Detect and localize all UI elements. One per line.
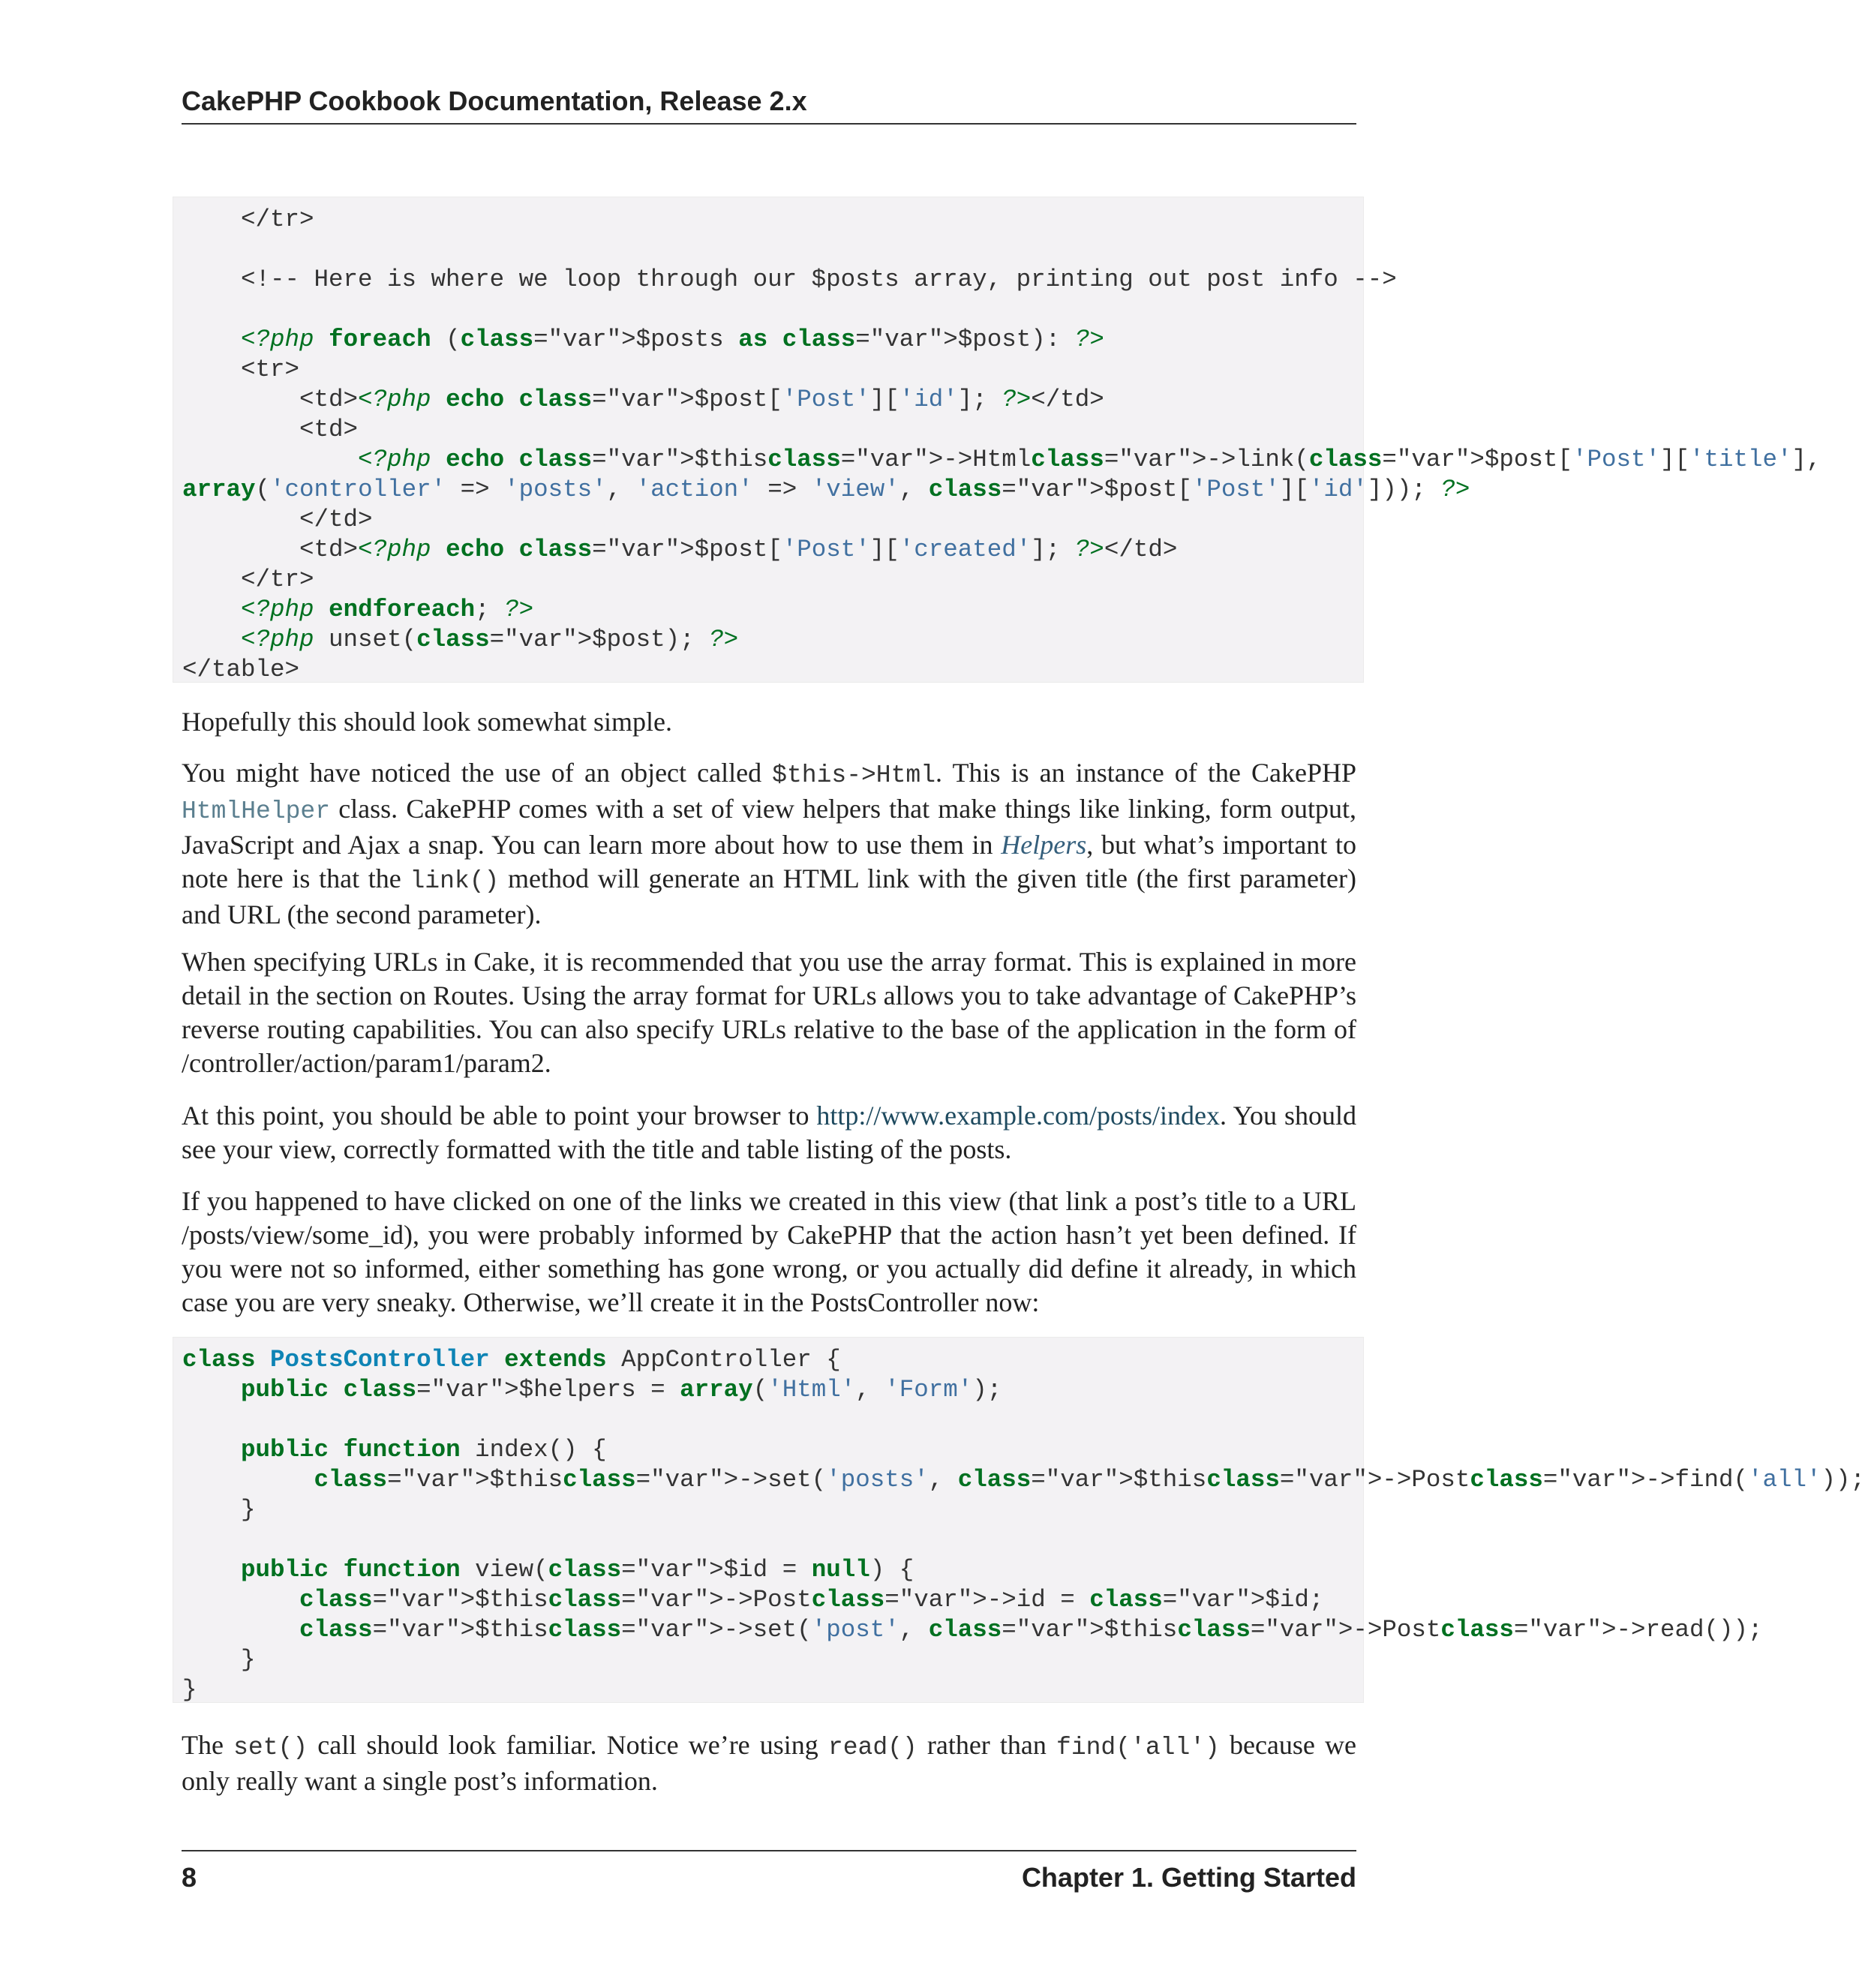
helpers-link[interactable]: Helpers [1001, 830, 1087, 860]
code-line: <?php endforeach; ?> [241, 596, 534, 623]
code-line: <?php echo class="var">$thisclass="var">->Htmlclass="var">->link(class="var">$post['Post']['title'], [358, 446, 1821, 473]
code-line: <td><?php echo class="var">$post['Post']['created']; ?></td> [182, 536, 1178, 563]
code-line: class PostsController extends AppController { [182, 1346, 841, 1374]
code-block-view-template [173, 197, 1821, 683]
htmlhelper-link[interactable]: HtmlHelper [182, 797, 331, 825]
paragraph-urls [182, 945, 1356, 1080]
code-block-posts-controller [173, 1337, 1865, 1704]
code-line: } [182, 1676, 197, 1704]
running-title: CakePHP Cookbook Documentation, Release 2.x [182, 86, 807, 116]
text-run: The [182, 1730, 234, 1760]
code-line: } [182, 1646, 256, 1674]
paragraph-set-read [182, 1728, 1356, 1798]
text-run: method will generate an HTML link with the given title (the first parameter) and URL (the second parameter). [182, 863, 1356, 929]
paragraph-browser [182, 1099, 1356, 1167]
chapter-title: Chapter 1. Getting Started [1021, 1862, 1356, 1893]
code-listing [182, 205, 1821, 685]
paragraph-links [182, 1185, 1356, 1320]
code-line: </tr> [182, 206, 314, 233]
text-run: class. CakePHP comes with a set of view helpers that make things like linking, form output, JavaScript and Ajax a snap. You can learn more about how to use them in [182, 794, 1356, 860]
code-line: <td><?php echo class="var">$post['Post']['id']; ?></td> [182, 386, 1104, 413]
code-line: <?php foreach (class="var">$posts as class="var">$post): ?> [241, 326, 1104, 353]
text-run: At this point, you should be able to point your browser to [182, 1101, 817, 1131]
text-run: . You should see your view, correctly formatted with the title and table listing of the posts. [182, 1101, 1356, 1164]
text-run: You might have noticed the use of an object called [182, 758, 773, 788]
code-line: } [182, 1496, 256, 1524]
page-header [182, 81, 1356, 125]
code-line: <?php unset(class="var">$post); ?> [241, 626, 739, 653]
code-line: <!-- Here is where we loop through our $posts array, printing out post info --> [182, 266, 1397, 293]
code-line: public function index() { [241, 1436, 607, 1464]
inline-code: link() [410, 867, 500, 895]
paragraph-text: Hopefully this should look somewhat simple. [182, 707, 672, 737]
code-line: </td> [182, 506, 373, 533]
code-line: public function view(class="var">$id = null) { [241, 1556, 914, 1584]
inline-code: set() [233, 1734, 308, 1761]
code-line: <tr> [182, 356, 300, 383]
paragraph-simple [182, 705, 1356, 739]
code-listing [182, 1345, 1865, 1705]
code-line: <td> [182, 416, 359, 443]
text-run: because we only really want a single post’s information. [182, 1730, 1356, 1796]
paragraph-text: If you happened to have clicked on one of the links we created in this view (that link a post’s title to a URL /posts/view/some_id), you were probably informed by CakePHP that the action hasn’t yet been defined. If you were not so informed, either something has gone wrong, or you actually did define it already, in which case you are very sneaky. Otherwise, we’ll create it in the PostsController now: [182, 1186, 1356, 1317]
code-line: class="var">$thisclass="var">->set('posts', class="var">$thisclass="var">->Postclass="var">->find('all')); [314, 1466, 1865, 1494]
inline-code: $this->Html [772, 761, 936, 789]
code-line: class="var">$thisclass="var">->Postclass="var">->id = class="var">$id; [299, 1586, 1324, 1614]
text-run: , but what’s important to note here is that the [182, 830, 1357, 893]
inline-code: read() [827, 1734, 917, 1761]
code-line: class="var">$thisclass="var">->set('post', class="var">$thisclass="var">->Postclass="var">->read()); [299, 1616, 1763, 1644]
code-line: array('controller' => 'posts', 'action' => 'view', class="var">$post['Post']['id'])); ?> [182, 476, 1470, 503]
page-number: 8 [182, 1862, 197, 1893]
paragraph-html-helper [182, 756, 1356, 932]
paragraph-text: When specifying URLs in Cake, it is recommended that you use the array format. This is explained in more detail in the section on Routes. Using the array format for URLs allows you to take advantage of CakePHP’s reverse routing capabilities. You can also specify URLs relative to the base of the application in the form of /controller/action/param1/param2. [182, 947, 1356, 1078]
example-url-link[interactable]: http://www.example.com/posts/index [816, 1101, 1220, 1131]
code-line: </tr> [182, 566, 314, 593]
code-line: public class="var">$helpers = array('Html', 'Form'); [241, 1376, 1002, 1404]
text-run: call should look familiar. Notice we’re using [308, 1730, 828, 1760]
code-line: </table> [182, 656, 300, 683]
text-run: . This is an instance of the CakePHP [936, 758, 1356, 788]
page-footer [182, 1850, 1356, 1904]
text-run: rather than [917, 1730, 1057, 1760]
inline-code: find('all') [1056, 1734, 1220, 1761]
